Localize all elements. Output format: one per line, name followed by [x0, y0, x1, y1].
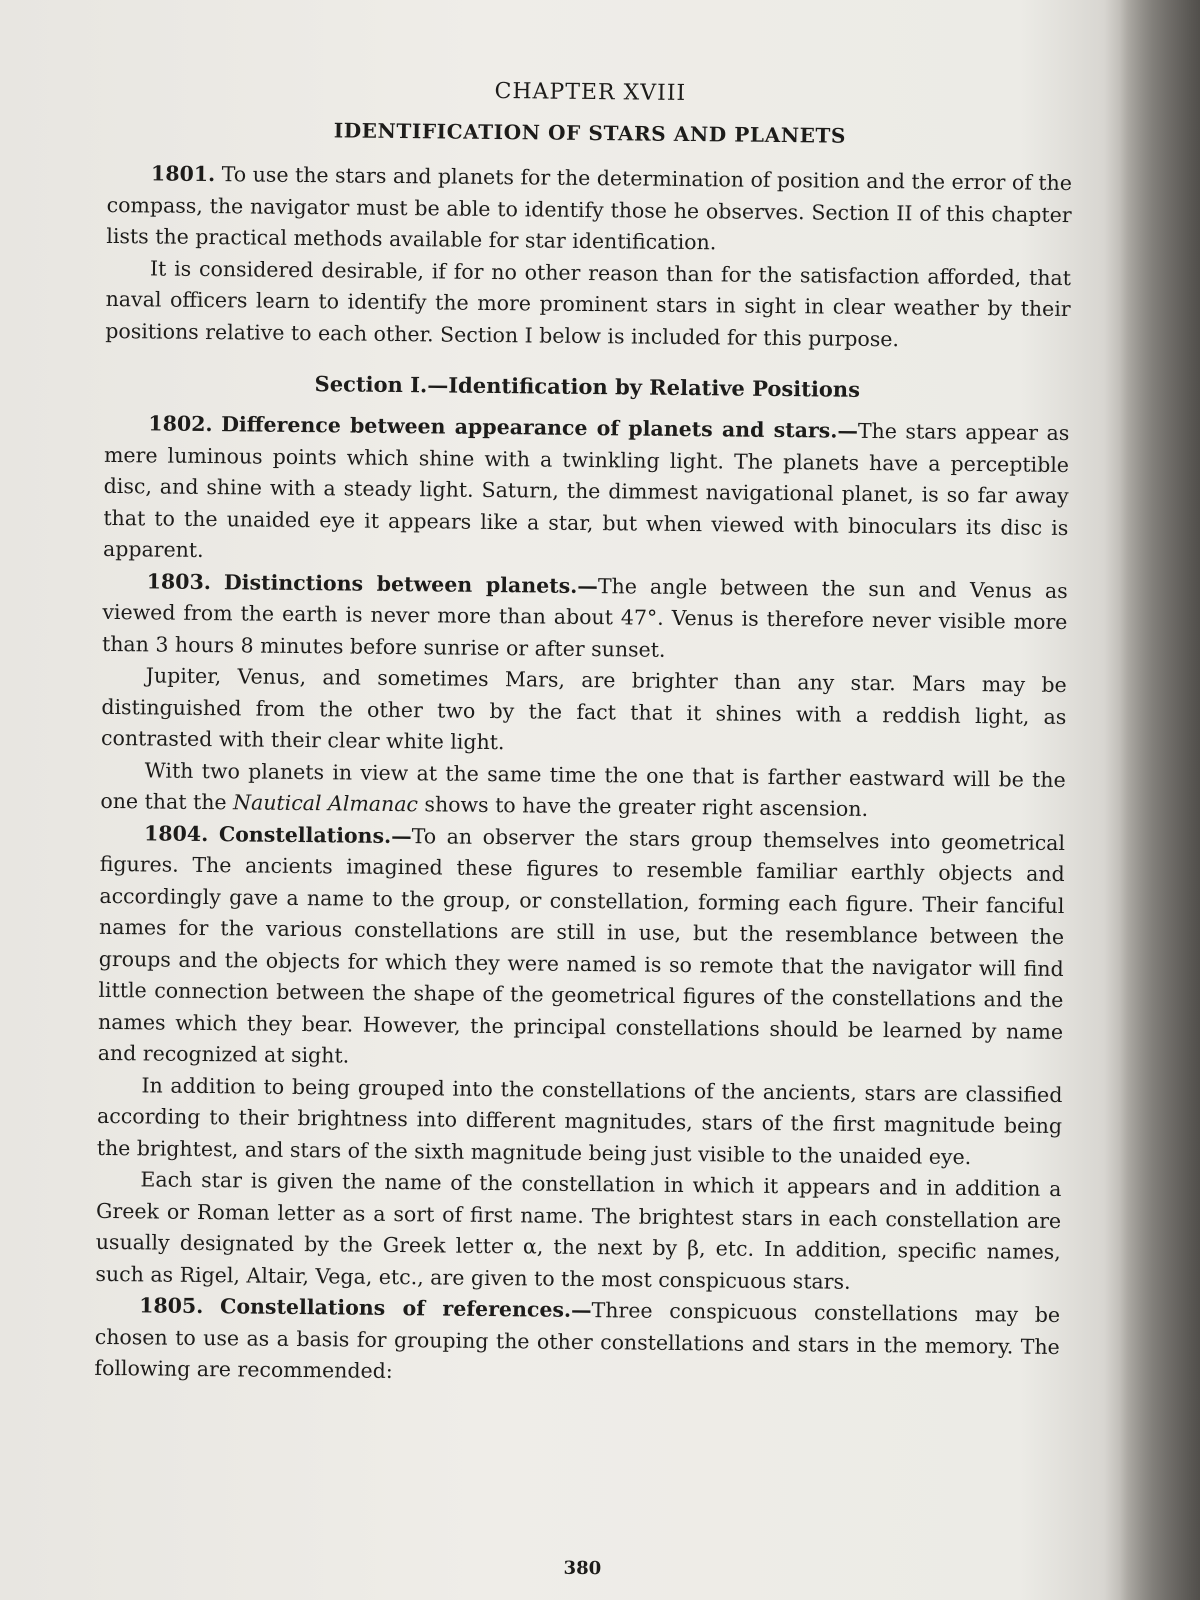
paragraph-text: It is considered desirable, if for no other reason than for the satisfaction afforded, that naval officers learn to identify the more prominent stars in sight in clear weather by their positions relative to each other. Section I below is included for this purpose.: [105, 255, 1072, 351]
almanac-title: Nautical Almanac: [232, 790, 419, 817]
paragraph-heading: Constellations of references.—: [219, 1294, 592, 1323]
paragraph-1802: [103, 408, 1070, 576]
page-number: 380: [563, 1557, 602, 1580]
paragraph-text: Jupiter, Venus, and sometimes Mars, are brighter than any star. Mars may be distinguished from the other two by the fact that it shines with a reddish light, as contrasted with their clear white light.: [100, 663, 1067, 755]
paragraph-text: To use the stars and planets for the determination of position and the error of the compass, the navigator must be able to identify those he observes. Section II of this chapter lists the practical methods available for star identification.: [106, 162, 1073, 255]
chapter-title: IDENTIFICATION OF STARS AND PLANETS: [333, 118, 847, 148]
paragraph-1804-names: [95, 1164, 1061, 1300]
paragraph-text: shows to have the greater right ascension.: [417, 792, 869, 821]
section-heading: Section I.—Identification by Relative Positions: [314, 371, 861, 402]
paragraph-text: The angle between the sun and Venus as viewed from the earth is never more than about 47°. Venus is therefore never visible more than 3 hours 8 minutes before sunrise or after sunset.: [101, 573, 1068, 662]
paragraph-number: 1805.: [139, 1293, 204, 1319]
paragraph-text: Each star is given the name of the constellation in which it appears and in addition a Greek or Roman letter as a sort of first name. The brightest stars in each constellation are usually designated by the Greek letter α, the next by β, etc. In addition, specific names, such as Rigel, Altair, Vega, etc., are given to the most conspicuous stars.: [95, 1167, 1062, 1294]
paragraph-1804: [98, 817, 1066, 1079]
paragraph-number: 1804.: [143, 820, 209, 846]
paragraph-1803-planets: [101, 660, 1067, 765]
paragraph-heading: Difference between appearance of planets and stars.—: [221, 412, 859, 443]
paragraph-1805: [94, 1290, 1060, 1395]
paragraph-1801: [106, 158, 1072, 263]
paragraph-number: 1802.: [148, 411, 213, 437]
paragraph-text: To an observer the stars group themselves into geometrical figures. The ancients imagined these figures to resemble familiar earthly objects and accordingly gave a name to the group, or constellation, forming each figure. Their fanciful names for the various constellations are still in use, but the resemblance between the groups and the objects for which they were named is so remote that the navigator will find little connection between the shape of the geometrical figures of the constellations and the names which they bear. However, the principal constellations should be learned by name and recognized at sight.: [97, 823, 1066, 1068]
chapter-heading: CHAPTER XVIII: [494, 78, 687, 107]
paragraph-1801-continued: [105, 252, 1071, 357]
paragraph-1803-eastward: [100, 754, 1066, 827]
page-gutter-shadow: [1120, 0, 1200, 1600]
paragraph-heading: Constellations.—: [218, 821, 412, 848]
paragraph-1803: [102, 565, 1068, 670]
paragraph-text: The stars appear as mere luminous points which shine with a twinkling light. The planets have a perceptible disc, and shine with a steady light. Saturn, the dimmest navigational planet, is so far away that to the unaided eye it appears like a star, but when viewed with binoculars its disc is apparent.: [102, 418, 1070, 562]
paragraph-text: In addition to being grouped into the constellations of the ancients, stars are classified according to their brightness into different magnitudes, stars of the first magnitude being the brightest, and stars of the sixth magnitude being just visible to the unaided eye.: [96, 1072, 1063, 1169]
printed-page: [92, 75, 1073, 1585]
paragraph-number: 1801.: [150, 161, 216, 187]
paragraph-1804-magnitudes: [97, 1069, 1063, 1174]
paragraph-number: 1803.: [146, 568, 212, 594]
paragraph-heading: Distinctions between planets.—: [223, 569, 599, 598]
paragraph-text: With two planets in view at the same time the one that is farther eastward will be the one that the: [100, 757, 1066, 815]
paragraph-text: Three conspicuous constellations may be chosen to use as a basis for grouping the other constellations and stars in the memory. The following are recommended:: [94, 1298, 1061, 1383]
